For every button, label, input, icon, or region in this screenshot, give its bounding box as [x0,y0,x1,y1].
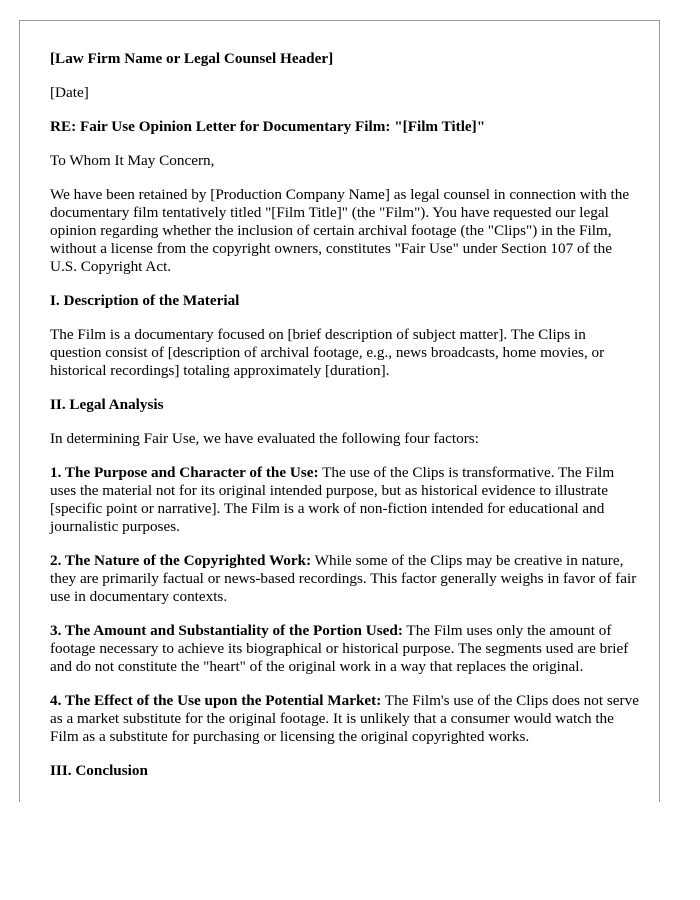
factor-paragraph [50,464,640,536]
factor-text: While some of the Clips may be creative in nature, they are primarily factual or news-based recordings. This factor generally weighs in favor of fair use in documentary contexts. [50,552,637,605]
letter-content [50,50,640,796]
factor-label: 3. The Amount and Substantiality of the Portion Used: [50,622,403,639]
factor-label: 1. The Purpose and Character of the Use: [50,464,319,481]
letterhead: [Law Firm Name or Legal Counsel Header] [50,50,334,67]
factor-paragraph [50,692,640,746]
section-heading-legal-analysis: II. Legal Analysis [50,396,164,413]
factor-paragraph [50,622,640,676]
factor-text: The Film uses only the amount of footage necessary to achieve its biographical or historical purpose. The segments used are brief and do not constitute the "heart" of the original work in a way that replaces the original. [50,622,629,675]
factor-paragraph [50,552,640,606]
factor-text: The use of the Clips is transformative. The Film uses the material not for its original intended purpose, but as historical evidence to illustrate [specific point or narrative]. The Film is a work of non-fiction intended for educational and journalistic purposes. [50,464,615,535]
salutation: To Whom It May Concern, [50,152,215,169]
factor-text: The Film's use of the Clips does not serve as a market substitute for the original footage. It is unlikely that a consumer would watch the Film as a substitute for purchasing or licensing the original copyrighted works. [50,692,639,745]
letter-page [19,20,660,802]
section-heading-conclusion: III. Conclusion [50,762,148,779]
legal-analysis-intro: In determining Fair Use, we have evaluated the following four factors: [50,430,479,447]
factor-label: 4. The Effect of the Use upon the Potential Market: [50,692,382,709]
intro-paragraph: We have been retained by [Production Company Name] as legal counsel in connection with the documentary film tentatively titled "[Film Title]" (the "Film"). You have requested our legal opinion regarding whether the inclusion of certain archival footage (the "Clips") in the Film, without a license from the copyright owners, constitutes "Fair Use" under Section 107 of the U.S. Copyright Act. [50,186,630,275]
factor-label: 2. The Nature of the Copyrighted Work: [50,552,312,569]
description-paragraph: The Film is a documentary focused on [brief description of subject matter]. The Clips in question consist of [description of archival footage, e.g., news broadcasts, home movies, or historical recordings] totaling approximately [duration]. [50,326,605,379]
subject-line: RE: Fair Use Opinion Letter for Documentary Film: "[Film Title]" [50,118,486,135]
letter-date: [Date] [50,84,89,101]
section-heading-description: I. Description of the Material [50,292,240,309]
